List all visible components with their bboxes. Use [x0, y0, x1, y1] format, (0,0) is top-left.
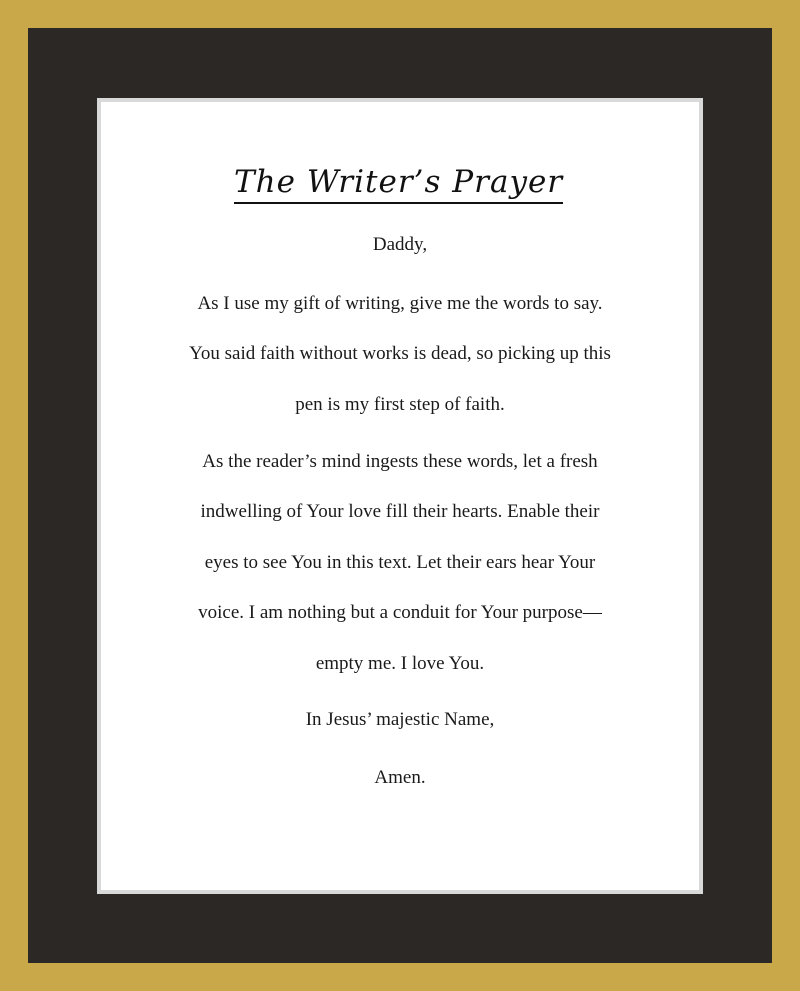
prayer-line: eyes to see You in this text. Let their ears hear Your [204, 552, 596, 573]
prayer-paper [101, 102, 699, 890]
prayer-amen: Amen. [374, 767, 426, 788]
prayer-line: As I use my gift of writing, give me the words to say. [197, 293, 603, 314]
prayer-line: As the reader’s mind ingests these words, let a fresh [202, 451, 598, 472]
prayer-line: empty me. I love You. [315, 653, 485, 674]
prayer-closing: In Jesus’ majestic Name, [305, 709, 495, 730]
prayer-line: You said faith without works is dead, so picking up this [189, 343, 611, 364]
prayer-greeting: Daddy, [372, 234, 428, 255]
prayer-line: indwelling of Your love fill their hearts. Enable their [200, 501, 600, 522]
mat-border [97, 98, 703, 894]
prayer-line: pen is my first step of faith. [295, 394, 505, 415]
prayer-title: The Writer’s Prayer [234, 164, 563, 204]
prayer-line: voice. I am nothing but a conduit for Your purpose— [198, 602, 602, 623]
black-mat [28, 28, 772, 963]
